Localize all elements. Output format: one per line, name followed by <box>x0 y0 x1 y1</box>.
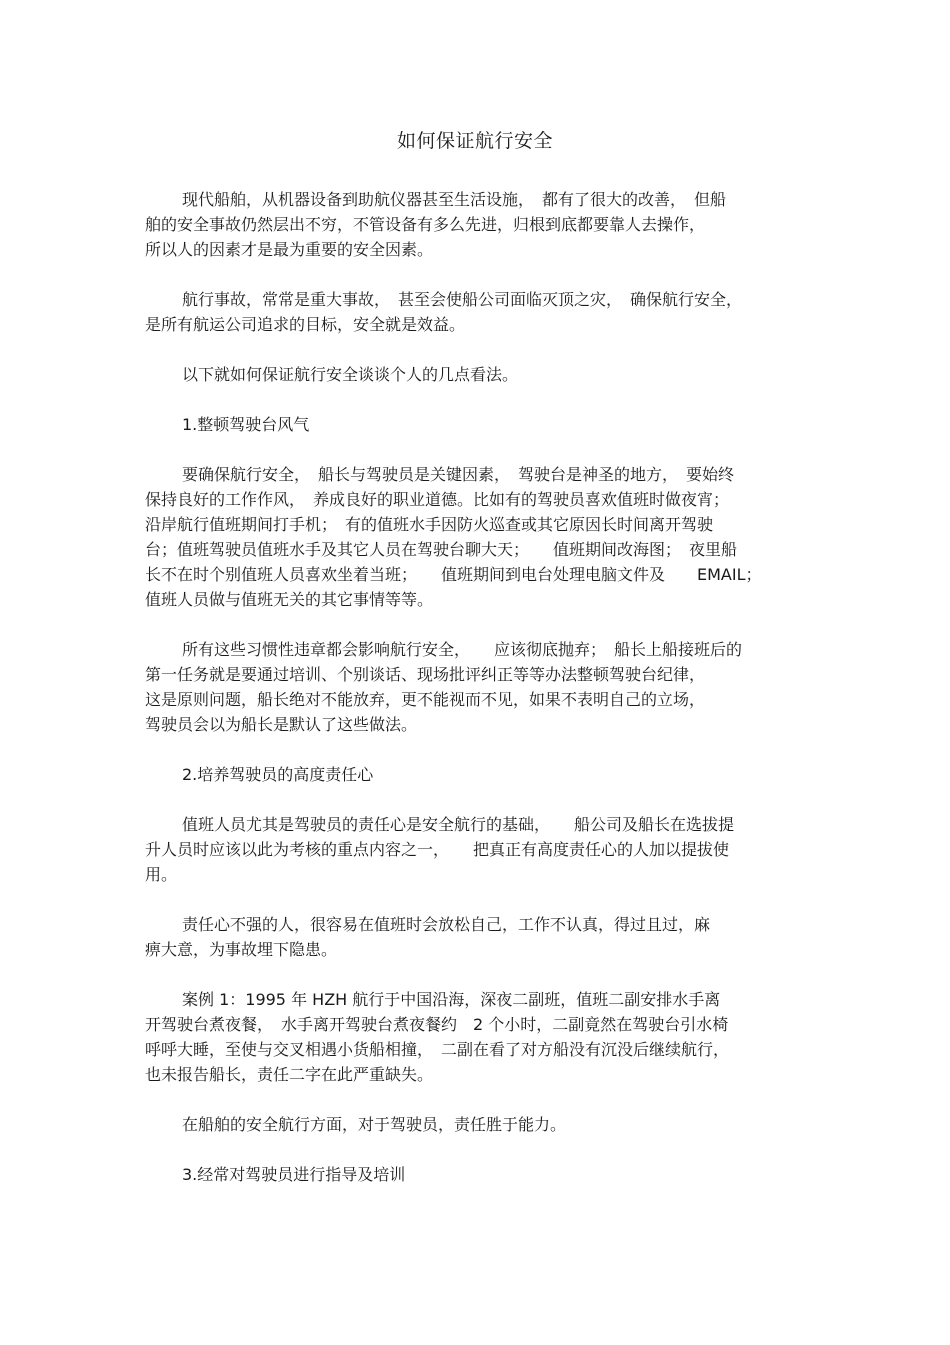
paragraph <box>145 987 805 1087</box>
paragraph-line: 是所有航运公司追求的目标，安全就是效益。 <box>145 315 466 334</box>
document-body <box>145 187 805 1212</box>
paragraph-line: 痹大意，为事故埋下隐患。 <box>145 940 338 959</box>
paragraph-line: 现代船舶，从机器设备到助航仪器甚至生活设施， 都有了很大的改善， 但船 <box>182 190 727 209</box>
paragraph <box>145 362 805 387</box>
paragraph-line: 长不在时个别值班人员喜欢坐着当班； 值班期间到电台处理电脑文件及 EMAIL； <box>145 565 762 584</box>
paragraph-line: 案例 1：1995 年 HZH 航行于中国沿海，深夜二副班，值班二副安排水手离 <box>182 990 721 1009</box>
paragraph-line: 开驾驶台煮夜餐， 水手离开驾驶台煮夜餐约 2 个小时，二副竟然在驾驶台引水椅 <box>145 1015 729 1034</box>
paragraph <box>145 462 805 612</box>
paragraph-line: 保持良好的工作作风， 养成良好的职业道德。比如有的驾驶员喜欢值班时做夜宵； <box>145 490 730 509</box>
paragraph-line: 在船舶的安全航行方面，对于驾驶员，责任胜于能力。 <box>182 1115 567 1134</box>
paragraph <box>145 812 805 887</box>
paragraph-line: 航行事故，常常是重大事故， 甚至会使船公司面临灭顶之灾， 确保航行安全， <box>182 290 743 309</box>
paragraph <box>145 637 805 737</box>
paragraph-line: 第一任务就是要通过培训、个别谈话、现场批评纠正等等办法整顿驾驶台纪律， <box>145 665 706 684</box>
section-heading: 3.经常对驾驶员进行指导及培训 <box>182 1165 406 1184</box>
paragraph-line: 以下就如何保证航行安全谈谈个人的几点看法。 <box>182 365 519 384</box>
paragraph-line: 驾驶员会以为船长是默认了这些做法。 <box>145 715 418 734</box>
paragraph-line: 呼呼大睡，至使与交叉相遇小货船相撞， 二副在看了对方船没有沉没后继续航行， <box>145 1040 730 1059</box>
paragraph-line: 台；值班驾驶员值班水手及其它人员在驾驶台聊大天； 值班期间改海图； 夜里船 <box>145 540 738 559</box>
paragraph-line: 要确保航行安全， 船长与驾驶员是关键因素， 驾驶台是神圣的地方， 要始终 <box>182 465 735 484</box>
section-heading: 2.培养驾驶员的高度责任心 <box>182 765 374 784</box>
paragraph <box>145 187 805 262</box>
paragraph-line: 所有这些习惯性违章都会影响航行安全， 应该彻底抛弃； 船长上船接班后的 <box>182 640 743 659</box>
paragraph-line: 舶的安全事故仍然层出不穷，不管设备有多么先进，归根到底都要靠人去操作， <box>145 215 706 234</box>
paragraph-line: 用。 <box>145 865 178 884</box>
paragraph-line: 值班人员尤其是驾驶员的责任心是安全航行的基础， 船公司及船长在选拔提 <box>182 815 735 834</box>
paragraph <box>145 287 805 337</box>
paragraph <box>145 1112 805 1137</box>
paragraph <box>145 912 805 962</box>
document-title: 如何保证航行安全 <box>396 130 553 152</box>
paragraph-line: 这是原则问题，船长绝对不能放弃，更不能视而不见，如果不表明自己的立场， <box>145 690 706 709</box>
paragraph-line: 责任心不强的人，很容易在值班时会放松自己，工作不认真，得过且过，麻 <box>182 915 711 934</box>
paragraph-line: 沿岸航行值班期间打手机； 有的值班水手因防火巡查或其它原因长时间离开驾驶 <box>145 515 714 534</box>
paragraph-line: 所以人的因素才是最为重要的安全因素。 <box>145 240 434 259</box>
paragraph-line: 也未报告船长，责任二字在此严重缺失。 <box>145 1065 434 1084</box>
paragraph-line: 值班人员做与值班无关的其它事情等等。 <box>145 590 434 609</box>
paragraph-line: 升人员时应该以此为考核的重点内容之一， 把真正有高度责任心的人加以提拔使 <box>145 840 730 859</box>
section-heading: 1.整顿驾驶台风气 <box>182 415 310 434</box>
